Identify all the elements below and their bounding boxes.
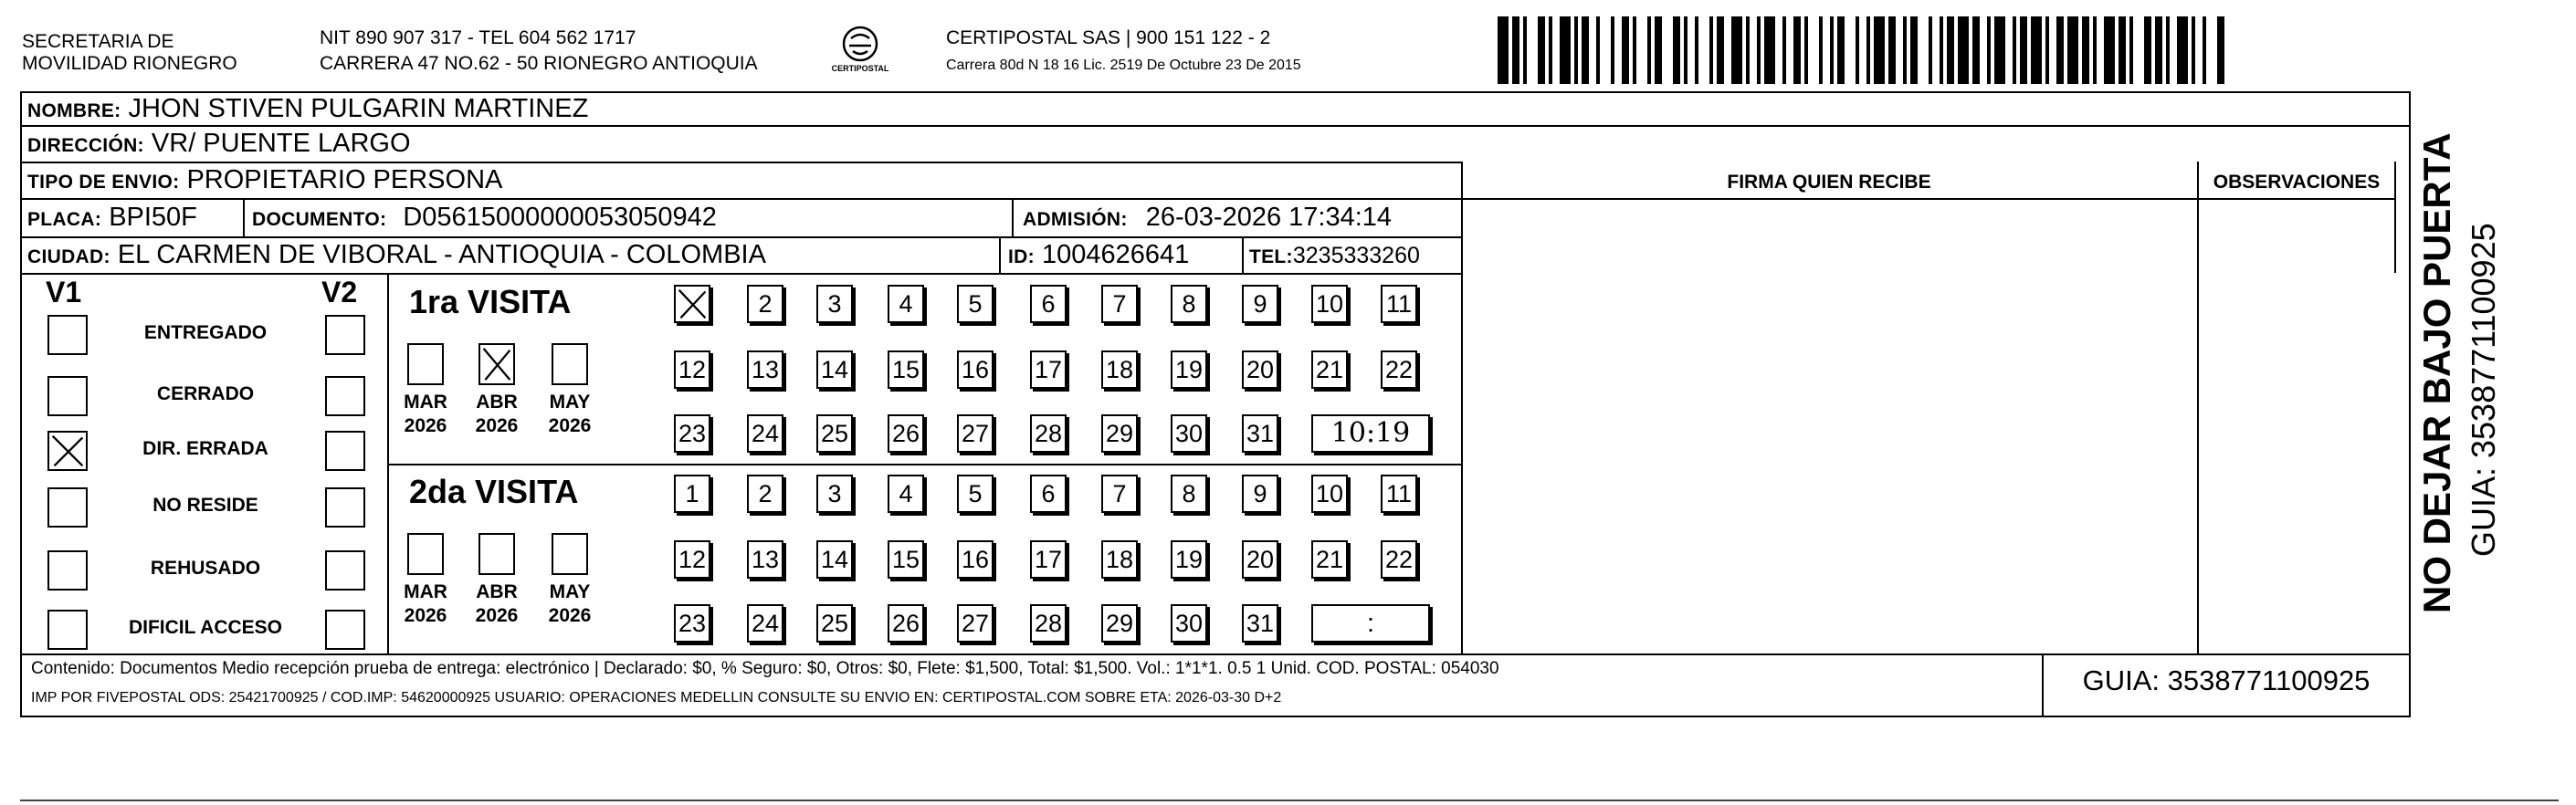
barcode-bar (1808, 16, 1819, 84)
day-box[interactable]: 6 (1030, 475, 1067, 513)
barcode-bar (2005, 16, 2013, 84)
month-checkbox[interactable] (478, 533, 515, 575)
logo-icon (827, 24, 893, 80)
documento-value: D05615000000053050942 (403, 203, 717, 232)
visit-title: 2da VISITA (409, 473, 579, 510)
month-label (398, 580, 453, 628)
day-box[interactable]: 21 (1311, 350, 1348, 389)
v1-checkbox[interactable] (47, 550, 88, 591)
org-name (22, 31, 237, 75)
time-box[interactable]: : (1311, 604, 1430, 643)
day-box[interactable]: 15 (888, 540, 924, 579)
month-checkbox[interactable] (407, 533, 444, 575)
v1-checkbox[interactable] (47, 431, 88, 471)
barcode-bar (2170, 16, 2177, 84)
barcode-bar (1512, 16, 1519, 84)
check-x-icon (49, 433, 86, 469)
status-label: REHUSADO (150, 558, 261, 579)
v2-checkbox[interactable] (325, 610, 365, 650)
id-value: 1004626641 (1041, 240, 1190, 269)
barcode-bar (1888, 16, 1896, 84)
barcode-bar (1552, 16, 1560, 84)
tel-field (1249, 240, 1420, 272)
month-name: ABR (476, 581, 518, 602)
day-box[interactable]: 29 (1101, 604, 1138, 643)
footer-guia: GUIA: 3538771100925 (2082, 664, 2371, 696)
day-box[interactable]: 10 (1311, 475, 1348, 513)
month-label (469, 580, 524, 628)
day-box[interactable]: 30 (1171, 414, 1207, 453)
day-box[interactable]: 27 (957, 604, 994, 643)
v2-checkbox[interactable] (325, 487, 365, 528)
nit-line: NIT 890 907 317 - TEL 604 562 1717 (320, 27, 636, 48)
company-line: CERTIPOSTAL SAS | 900 151 122 - 2 (946, 27, 1271, 48)
barcode-bar (1947, 16, 1954, 84)
day-box[interactable]: 5 (957, 475, 994, 513)
barcode-bar (1662, 16, 1673, 84)
barcode-bar (2082, 16, 2089, 84)
barcode-bar (1972, 16, 1980, 84)
month-label (542, 391, 597, 438)
month-checkbox[interactable] (552, 533, 588, 575)
barcode-bar (1837, 16, 1845, 84)
barcode-bar (1724, 16, 1731, 84)
day-box[interactable]: 9 (1242, 285, 1278, 323)
barcode-bar (1538, 16, 1545, 84)
barcode-bar (2049, 16, 2056, 84)
org-line1: SECRETARIA DE (22, 31, 174, 52)
barcode-bar (1918, 16, 1929, 84)
side-warning: NO DEJAR BAJO PUERTA (2415, 132, 2458, 613)
barcode (1498, 16, 2228, 84)
month-year: 2026 (548, 415, 592, 436)
placa-label: PLACA: (27, 209, 102, 230)
side-guia: GUIA: 3538771100925 (2465, 223, 2502, 557)
admision-value: 26-03-2026 17:34:14 (1145, 203, 1393, 232)
day-box[interactable]: 18 (1101, 540, 1138, 579)
day-box[interactable]: 19 (1171, 350, 1207, 389)
barcode-bar (1764, 16, 1775, 84)
month-year: 2026 (475, 605, 519, 626)
barcode-bar (2177, 16, 2188, 84)
day-box[interactable]: 18 (1101, 350, 1138, 389)
barcode-bar (2195, 16, 2203, 84)
nombre-label: NOMBRE: (27, 100, 121, 121)
v2-label: V2 (321, 276, 358, 308)
day-box[interactable]: 26 (888, 604, 924, 643)
barcode-bar (1775, 16, 1782, 84)
observaciones-header: OBSERVACIONES (2213, 172, 2381, 193)
day-box[interactable]: 8 (1171, 285, 1207, 323)
status-label: NO RESIDE (152, 495, 258, 516)
barcode-bar (1823, 16, 1830, 84)
day-box[interactable]: 10 (1311, 285, 1348, 323)
ciudad-field (27, 240, 766, 272)
day-box[interactable]: 14 (816, 350, 853, 389)
barcode-bar (1688, 16, 1695, 84)
tipo-label: TIPO DE ENVIO: (27, 172, 180, 193)
barcode-bar (1731, 16, 1742, 84)
day-box[interactable]: 16 (957, 350, 994, 389)
nombre-value: JHON STIVEN PULGARIN MARTINEZ (128, 94, 589, 123)
barcode-bar (1655, 16, 1662, 84)
day-box[interactable]: 3 (816, 285, 853, 323)
ciudad-label: CIUDAD: (27, 246, 110, 267)
barcode-bar (1498, 16, 1509, 84)
day-box[interactable]: 26 (888, 414, 924, 453)
day-box[interactable]: 2 (747, 475, 783, 513)
barcode-bar (2133, 16, 2144, 84)
ciudad-value: EL CARMEN DE VIBORAL - ANTIOQUIA - COLOMBIA (117, 240, 766, 269)
barcode-bar (1582, 16, 1589, 84)
id-field (1008, 240, 1189, 272)
month-name: MAY (549, 581, 591, 602)
month-year: 2026 (548, 605, 592, 626)
day-box[interactable]: 5 (957, 285, 994, 323)
barcode-bar (2031, 16, 2042, 84)
day-box[interactable]: 25 (816, 604, 853, 643)
day-box[interactable]: 24 (747, 414, 783, 453)
placa-field (27, 203, 197, 235)
day-box[interactable]: 31 (1242, 604, 1278, 643)
month-label (398, 391, 453, 438)
visit-title: 1ra VISITA (409, 283, 572, 320)
status-label: ENTREGADO (143, 322, 268, 343)
logo-text: CERTIPOSTAL (831, 64, 889, 73)
footer-contenido: Contenido: Documentos Medio recepción prueba de entrega: electrónico | Declarado: $0, % Seguro: $0, Otros: $0, Flete: $1,500, Total: $1,500. Vol.: 1*1*1. 0.5 1 Unid. COD. POSTAL: 054030 (31, 659, 1499, 678)
time-box[interactable]: 10:19 (1311, 414, 1430, 453)
v1-checkbox[interactable] (47, 315, 88, 355)
v2-checkbox[interactable] (325, 315, 365, 355)
direccion-label: DIRECCIÓN: (27, 135, 144, 156)
barcode-bar (1600, 16, 1611, 84)
documento-label: DOCUMENTO: (252, 209, 387, 230)
check-x-icon (676, 287, 709, 321)
barcode-bar (1698, 16, 1709, 84)
month-label (469, 391, 524, 438)
day-box[interactable]: 19 (1171, 540, 1207, 579)
barcode-bar (1793, 16, 1801, 84)
barcode-bar (1958, 16, 1969, 84)
month-name: ABR (476, 392, 518, 413)
barcode-bar (1874, 16, 1885, 84)
day-box[interactable]: 3 (816, 475, 853, 513)
v1-checkbox[interactable] (47, 376, 88, 416)
tel-label: TEL: (1249, 246, 1293, 267)
barcode-bar (1859, 16, 1866, 84)
day-box[interactable] (674, 285, 710, 323)
v1-label: V1 (46, 276, 82, 308)
barcode-bar (1636, 16, 1647, 84)
barcode-bar (1845, 16, 1856, 84)
barcode-bar (2020, 16, 2027, 84)
tipo-value: PROPIETARIO PERSONA (186, 165, 503, 194)
nombre-field (27, 94, 588, 126)
org-line2: MOVILIDAD RIONEGRO (22, 53, 237, 74)
day-box[interactable]: 13 (747, 350, 783, 389)
barcode-bar (1786, 16, 1793, 84)
address-line: CARRERA 47 NO.62 - 50 RIONEGRO ANTIOQUIA (320, 53, 758, 74)
month-year: 2026 (404, 415, 447, 436)
day-box[interactable]: 12 (674, 540, 710, 579)
day-box[interactable]: 21 (1311, 540, 1348, 579)
day-box[interactable]: 20 (1242, 350, 1278, 389)
v1-checkbox[interactable] (47, 610, 88, 650)
day-box[interactable]: 14 (816, 540, 853, 579)
admision-field (1023, 203, 1392, 235)
footer-imp: IMP POR FIVEPOSTAL ODS: 25421700925 / COD.IMP: 54620000925 USUARIO: OPERACIONES MEDELLIN CONSULTE SU ENVIO EN: CERTIPOSTAL.COM SOBRE ETA: 2026-03-30 D+2 (31, 690, 1282, 706)
month-checkbox[interactable] (407, 343, 444, 385)
status-label: CERRADO (156, 383, 255, 404)
placa-value: BPI50F (109, 203, 197, 232)
day-box[interactable]: 12 (674, 350, 710, 389)
barcode-bar (2217, 16, 2224, 84)
day-box[interactable]: 11 (1381, 285, 1417, 323)
day-box[interactable]: 7 (1101, 475, 1138, 513)
barcode-bar (2119, 16, 2126, 84)
barcode-bar (1910, 16, 1918, 84)
day-box[interactable]: 23 (674, 604, 710, 643)
v2-checkbox[interactable] (325, 431, 365, 471)
tipo-field (27, 165, 502, 197)
v1-checkbox[interactable] (47, 487, 88, 528)
day-box[interactable]: 2 (747, 285, 783, 323)
month-name: MAR (404, 581, 447, 602)
org-contact (320, 27, 758, 75)
day-box[interactable]: 1 (674, 475, 710, 513)
barcode-bar (2067, 16, 2078, 84)
barcode-bar (2097, 16, 2104, 84)
barcode-bar (2104, 16, 2115, 84)
documento-field (252, 203, 717, 235)
barcode-bar (1980, 16, 1987, 84)
day-box[interactable]: 15 (888, 350, 924, 389)
barcode-bar (1527, 16, 1538, 84)
day-box[interactable]: 20 (1242, 540, 1278, 579)
direccion-value: VR/ PUENTE LARGO (151, 129, 411, 158)
barcode-bar (1932, 16, 1940, 84)
month-year: 2026 (404, 605, 447, 626)
day-box[interactable]: 9 (1242, 475, 1278, 513)
firma-header: FIRMA QUIEN RECIBE (1727, 172, 1931, 193)
tel-value: 3235333260 (1292, 243, 1420, 268)
company-sub: Carrera 80d N 18 16 Lic. 2519 De Octubre 23 De 2015 (946, 58, 1301, 73)
day-box[interactable]: 29 (1101, 414, 1138, 453)
barcode-bar (1560, 16, 1571, 84)
day-box[interactable]: 28 (1030, 414, 1067, 453)
day-box[interactable]: 4 (888, 285, 924, 323)
barcode-bar (2224, 16, 2228, 84)
barcode-bar (1673, 16, 1680, 84)
barcode-bar (2206, 16, 2217, 84)
barcode-bar (2144, 16, 2151, 84)
status-label: DIR. ERRADA (142, 438, 268, 459)
day-box[interactable]: 24 (747, 604, 783, 643)
month-label (542, 580, 597, 628)
day-box[interactable]: 25 (816, 414, 853, 453)
certipostal-logo (827, 24, 893, 80)
month-name: MAY (549, 392, 591, 413)
barcode-bar (1994, 16, 2005, 84)
day-box[interactable]: 13 (747, 540, 783, 579)
direccion-field (27, 129, 411, 161)
day-box[interactable]: 4 (888, 475, 924, 513)
day-box[interactable]: 23 (674, 414, 710, 453)
barcode-bar (1622, 16, 1629, 84)
day-box[interactable]: 31 (1242, 414, 1278, 453)
day-box[interactable]: 27 (957, 414, 994, 453)
admision-label: ADMISIÓN: (1023, 209, 1128, 230)
month-name: MAR (404, 392, 447, 413)
barcode-bar (1717, 16, 1724, 84)
day-box[interactable]: 22 (1381, 540, 1417, 579)
day-box[interactable]: 22 (1381, 350, 1417, 389)
day-box[interactable]: 28 (1030, 604, 1067, 643)
check-x-icon (480, 345, 513, 383)
day-box[interactable]: 30 (1171, 604, 1207, 643)
month-checkbox[interactable] (552, 343, 588, 385)
day-box[interactable]: 11 (1381, 475, 1417, 513)
day-box[interactable]: 17 (1030, 540, 1067, 579)
day-box[interactable]: 16 (957, 540, 994, 579)
v2-checkbox[interactable] (325, 550, 365, 591)
month-checkbox[interactable] (478, 343, 515, 385)
barcode-bar (1896, 16, 1903, 84)
barcode-bar (1750, 16, 1757, 84)
day-box[interactable]: 17 (1030, 350, 1067, 389)
id-label: ID: (1008, 246, 1035, 267)
barcode-bar (1614, 16, 1622, 84)
barcode-bar (2056, 16, 2064, 84)
day-box[interactable]: 8 (1171, 475, 1207, 513)
status-label: DIFICIL ACCESO (128, 617, 282, 638)
day-box[interactable]: 6 (1030, 285, 1067, 323)
barcode-bar (1589, 16, 1596, 84)
month-year: 2026 (475, 415, 519, 436)
barcode-bar (2155, 16, 2162, 84)
v2-checkbox[interactable] (325, 376, 365, 416)
day-box[interactable]: 7 (1101, 285, 1138, 323)
